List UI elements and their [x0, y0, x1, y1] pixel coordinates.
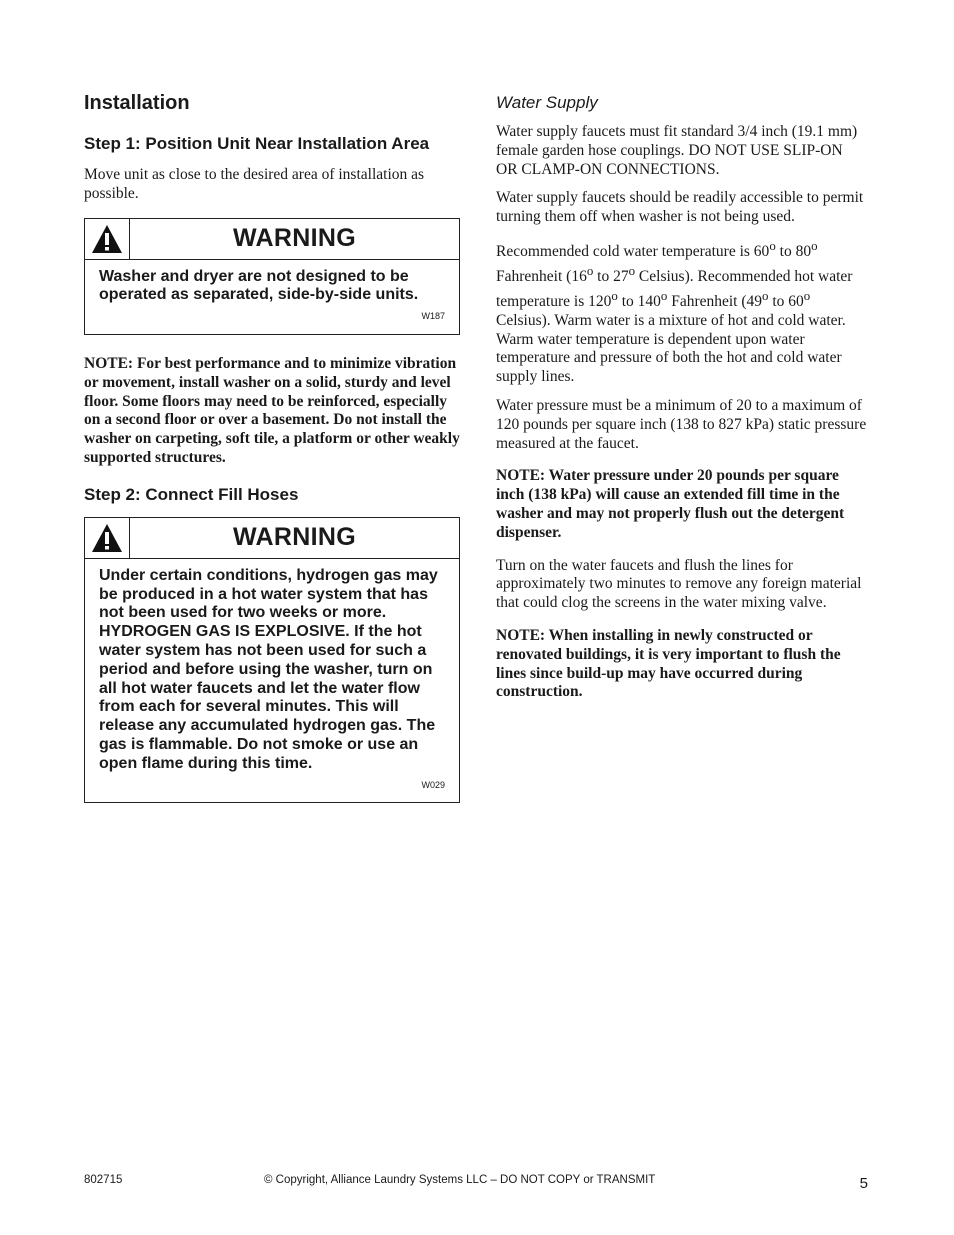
warning-triangle-icon	[85, 219, 130, 259]
warning-box-w187	[84, 218, 460, 335]
left-column	[84, 92, 460, 823]
warning-code: W187	[421, 311, 445, 322]
note-pressure: NOTE: Water pressure under 20 pounds per square inch (138 kPa) will cause an extended fill time in the washer and may not properly flush out the detergent dispenser.	[496, 467, 845, 541]
note-flush: NOTE: When installing in newly constructed or renovated buildings, it is very important to flush the lines since build-up may have occurred during construction.	[496, 627, 841, 701]
warning-title: WARNING	[233, 224, 356, 253]
warning-body	[85, 559, 459, 803]
warning-text: Under certain conditions, hydrogen gas may be produced in a hot water system that has not been used for two weeks or more. HYDROGEN GAS IS EXPLOSIVE. If the hot water system has not been used for such a period and before using the washer, turn on all hot water faucets and let the water flow from each for several minutes. This will release any accumulated hydrogen gas. The gas is flammable. Do not smoke or use an open flame during this time.	[99, 566, 438, 772]
temperature-text: Recommended cold water temperature is 60$^o$ to 80$^o$ Fahrenheit (16$^o$ to 27$^o$ Celsius). Recommended hot water temperature is 120$^o$ to 140$^o$ Fahrenheit (49$^o$ to 60$^o$ Celsius). Warm water is a mixture of hot and cold water. Warm water temperature is dependent upon water temperature and pressure of both the hot and cold water supply lines.	[496, 237, 853, 386]
step2-heading: Step 2: Connect Fill Hoses	[84, 484, 299, 504]
step1-heading: Step 1: Position Unit Near Installation Area	[84, 134, 430, 153]
step1-text: Move unit as close to the desired area of installation as possible.	[84, 166, 425, 202]
flush-text: Turn on the water faucets and flush the lines for approximately two minutes to remove any foreign material that could clog the screens in the water mixing valve.	[496, 556, 862, 612]
page-number: 5	[859, 1175, 868, 1192]
faucet-access-text: Water supply faucets should be readily accessible to permit turning them off when washer is not being used.	[496, 189, 864, 226]
right-column	[496, 92, 868, 712]
note-floor: NOTE: For best performance and to minimize vibration or movement, install washer on a solid, sturdy and level floor. Some floors may need to be reinforced, especially on a second floor or over a basement. Do not install the washer on carpeting, soft tile, a platform or other weakly supported structures.	[84, 354, 460, 466]
copyright-notice: © Copyright, Alliance Laundry Systems LLC – DO NOT COPY or TRANSMIT	[264, 1174, 656, 1186]
warning-body	[85, 260, 459, 334]
warning-header	[85, 518, 459, 559]
warning-box-w029	[84, 517, 460, 804]
installation-heading: Installation	[84, 92, 190, 114]
pressure-text: Water pressure must be a minimum of 20 to a maximum of 120 pounds per square inch (138 to 827 kPa) static pressure measured at the faucet.	[496, 397, 867, 452]
water-supply-heading: Water Supply	[496, 93, 598, 112]
warning-text: Washer and dryer are not designed to be operated as separated, side-by-side units.	[99, 267, 419, 304]
warning-code: W029	[421, 779, 445, 790]
doc-number: 802715	[84, 1174, 123, 1186]
warning-header	[85, 219, 459, 260]
warning-title: WARNING	[233, 523, 356, 552]
warning-triangle-icon	[85, 518, 130, 558]
faucet-fit-text: Water supply faucets must fit standard 3/4 inch (19.1 mm) female garden hose couplings. DO NOT USE SLIP-ON OR CLAMP-ON CONNECTIONS.	[496, 123, 858, 178]
